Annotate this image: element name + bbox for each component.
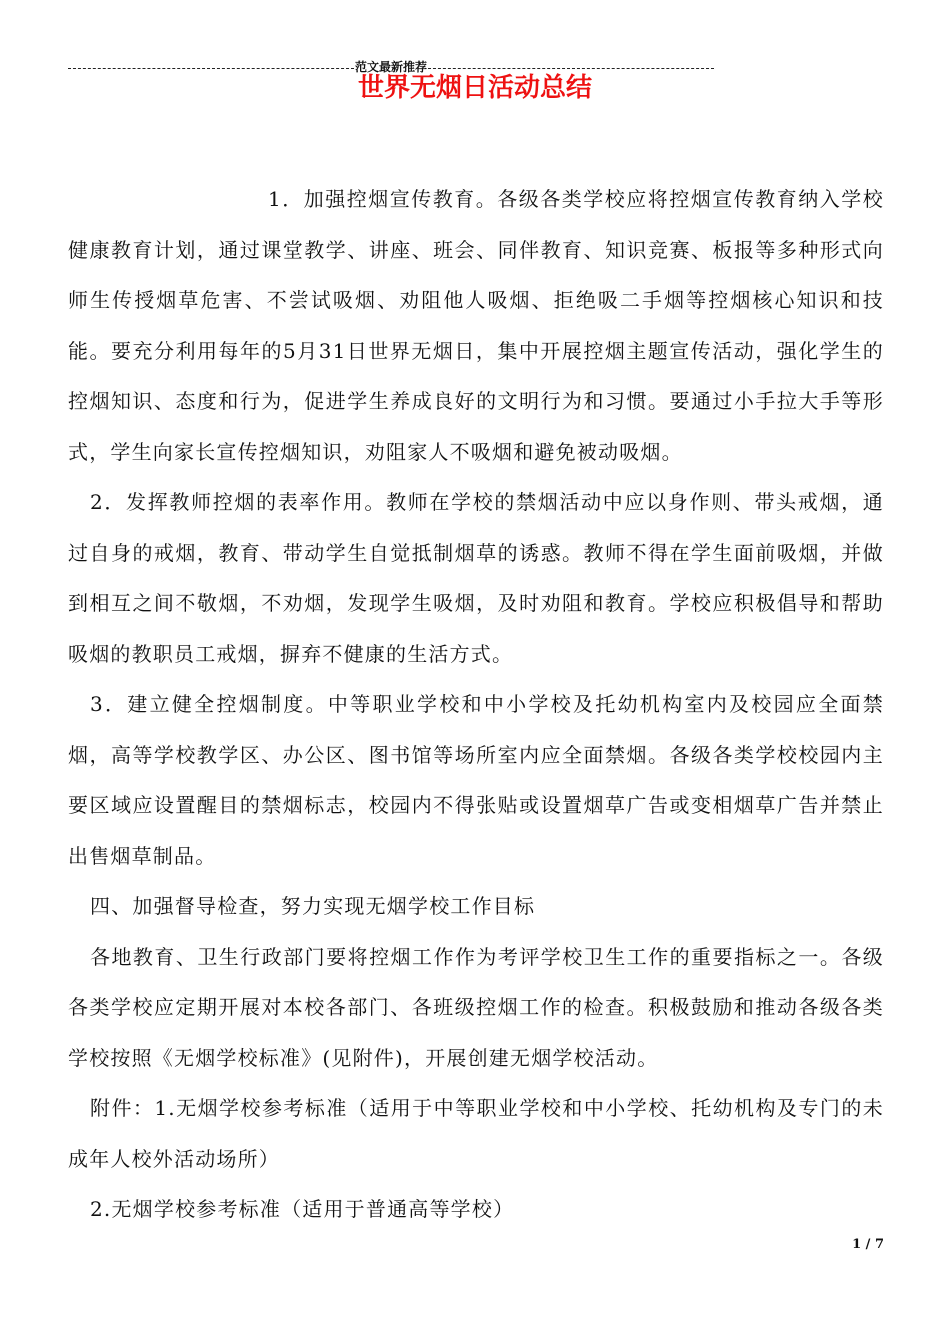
- paragraph-1: 1．加强控烟宣传教育。各级各类学校应将控烟宣传教育纳入学校健康教育计划，通过课堂教学、讲座、班会、同伴教育、知识竞赛、板报等多种形式向师生传授烟草危害、不尝试吸烟、劝阻他人吸烟、拒绝吸二手烟等控烟核心知识和技能。要充分利用每年的5月31日世界无烟日，集中开展控烟主题宣传活动，强化学生的控烟知识、态度和行为，促进学生养成良好的文明行为和习惯。要通过小手拉大手等形式，学生向家长宣传控烟知识，劝阻家人不吸烟和避免被动吸烟。: [68, 187, 884, 464]
- header-banner-label: 范文最新推荐: [355, 60, 428, 74]
- page-number: 1 / 7: [852, 1237, 884, 1252]
- document-title: 世界无烟日活动总结: [357, 73, 592, 103]
- document-body: [68, 174, 884, 1235]
- paragraph-3: 3．建立健全控烟制度。中等职业学校和中小学校及托幼机构室内及校园应全面禁烟，高等学校教学区、办公区、图书馆等场所室内应全面禁烟。各级各类学校校园内主要区域应设置醒目的禁烟标志，校园内不得张贴或设置烟草广告或变相烟草广告并禁止出售烟草制品。: [68, 692, 884, 868]
- section-heading: 四、加强督导检查，努力实现无烟学校工作目标: [90, 894, 536, 918]
- paragraph-4: 各地教育、卫生行政部门要将控烟工作作为考评学校卫生工作的重要指标之一。各级各类学校应定期开展对本校各部门、各班级控烟工作的检查。积极鼓励和推动各级各类学校按照《无烟学校标准》(见附件)，开展创建无烟学校活动。: [68, 944, 884, 1070]
- attachment-1: 附件：1.无烟学校参考标准（适用于中等职业学校和中小学校、托幼机构及专门的未成年人校外活动场所）: [68, 1096, 884, 1171]
- paragraph-2: 2．发挥教师控烟的表率作用。教师在学校的禁烟活动中应以身作则、带头戒烟，通过自身的戒烟，教育、带动学生自觉抵制烟草的诱惑。教师不得在学生面前吸烟，并做到相互之间不敬烟，不劝烟，发现学生吸烟，及时劝阻和教育。学校应积极倡导和帮助吸烟的教职员工戒烟，摒弃不健康的生活方式。: [68, 490, 884, 666]
- attachment-2: 2.无烟学校参考标准（适用于普通高等学校）: [90, 1197, 515, 1221]
